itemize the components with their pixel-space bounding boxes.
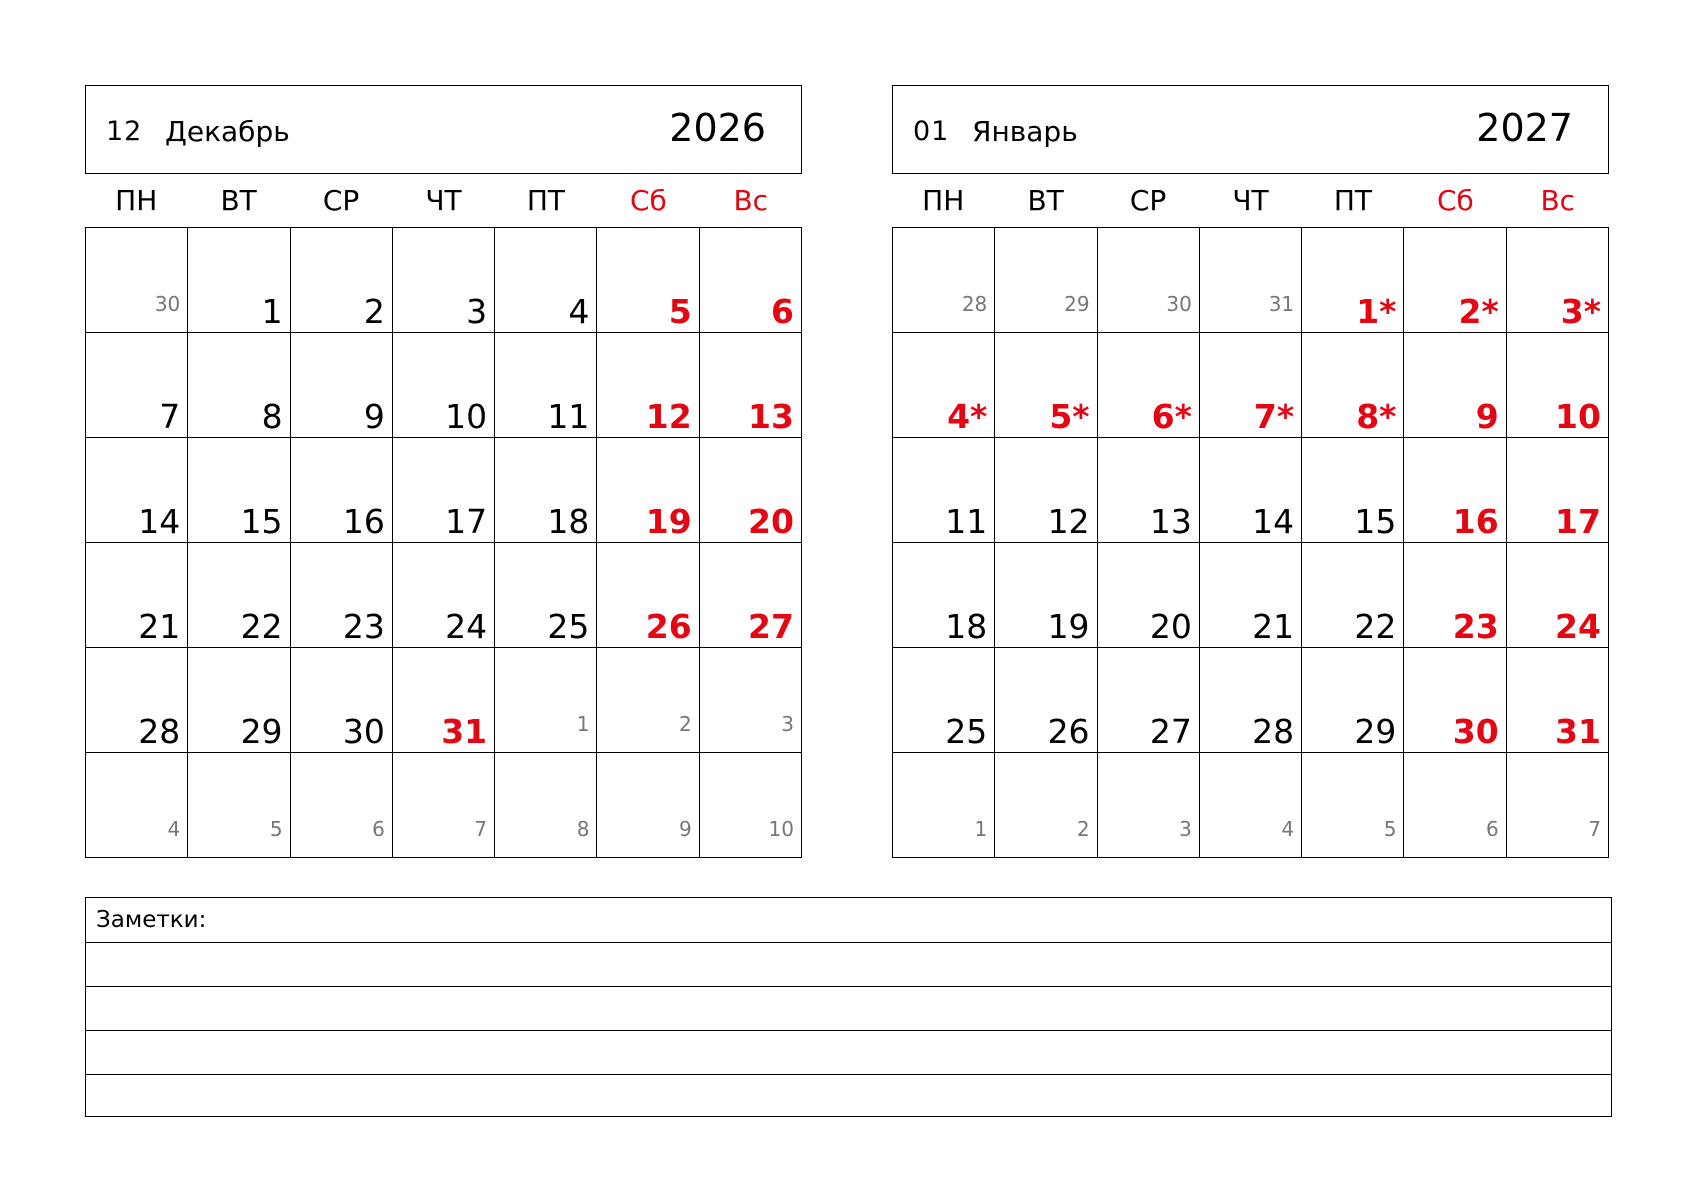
day-cell-adjacent-month[interactable] [1404,753,1506,858]
weekday-label: ПН [115,184,158,217]
day-number: 21 [138,607,181,646]
day-number: 22 [1354,607,1397,646]
day-cell[interactable] [1200,648,1302,753]
day-cell[interactable] [393,333,495,438]
day-cell[interactable] [1404,438,1506,543]
day-number: 26 [1047,712,1090,751]
day-grid [85,227,802,858]
day-number: 19 [645,502,692,541]
day-number: 27 [748,607,794,646]
weekday-label: ЧТ [425,184,462,217]
day-cell[interactable] [86,648,188,753]
day-cell[interactable] [495,228,597,333]
day-number: 15 [240,502,283,541]
day-number: 8 [576,817,590,841]
weekday-label: ПТ [526,184,565,217]
day-number: 11 [547,397,590,436]
day-number: 9 [678,817,692,841]
day-cell[interactable] [1404,648,1506,753]
day-cell-adjacent-month[interactable] [995,753,1097,858]
day-cell[interactable] [1404,333,1506,438]
day-number: 14 [1252,502,1295,541]
day-cell-adjacent-month[interactable] [1200,228,1302,333]
day-number: 24 [445,607,488,646]
day-number: 17 [1555,502,1601,541]
day-number: 24 [1555,607,1601,646]
day-cell-adjacent-month[interactable] [1098,753,1200,858]
day-number: 29 [1354,712,1397,751]
day-cell-adjacent-month[interactable] [893,228,995,333]
day-cell[interactable] [291,648,393,753]
weekday-label: ПТ [1333,184,1372,217]
day-cell[interactable] [1200,543,1302,648]
day-number: 31 [441,712,488,751]
day-cell[interactable] [700,438,802,543]
month-january [892,85,1609,858]
day-number: 3 [781,712,794,736]
day-number: 3 [466,292,488,331]
day-cell[interactable] [393,438,495,543]
weekday-label: ВТ [1027,184,1064,217]
day-number: 11 [945,502,988,541]
notes-line [86,1074,1611,1075]
day-cell-adjacent-month[interactable] [1098,228,1200,333]
day-cell[interactable] [393,543,495,648]
day-cell[interactable] [86,333,188,438]
day-number: 29 [240,712,283,751]
day-number: 10 [1555,397,1601,436]
notes-line [86,986,1611,987]
day-cell[interactable] [1507,648,1609,753]
day-number: 28 [961,292,988,316]
day-number: 1 [261,292,283,331]
day-number: 5 [1383,817,1397,841]
day-number: 23 [342,607,385,646]
weekday-header-row [85,174,802,227]
day-number: 27 [1149,712,1192,751]
day-number: 31 [1555,712,1601,751]
notes-title: Заметки: [96,907,207,933]
weekday-label: ЧТ [1232,184,1269,217]
day-cell[interactable] [995,543,1097,648]
day-number: 12 [1047,502,1090,541]
day-number: 3 [1179,817,1192,841]
weekday-label: Сб [1436,184,1474,217]
day-cell[interactable] [1507,228,1609,333]
day-number: 14 [138,502,181,541]
day-number: 6* [1151,397,1192,436]
day-number: 13 [748,397,794,436]
day-cell[interactable] [1507,543,1609,648]
day-cell[interactable] [495,543,597,648]
day-cell[interactable] [291,543,393,648]
day-cell[interactable] [291,228,393,333]
notes-box[interactable] [85,897,1612,1117]
day-number: 28 [138,712,181,751]
day-cell[interactable] [893,543,995,648]
day-number: 7 [1588,817,1601,841]
month-december [85,85,802,858]
weekday-label: ВТ [220,184,257,217]
day-cell[interactable] [1404,228,1506,333]
day-number: 6 [372,817,385,841]
day-cell-adjacent-month[interactable] [1200,753,1302,858]
day-number: 1 [974,817,988,841]
day-number: 2* [1458,292,1499,331]
day-cell-adjacent-month[interactable] [1507,753,1609,858]
day-cell[interactable] [188,228,290,333]
day-cell[interactable] [597,438,699,543]
day-cell[interactable] [995,648,1097,753]
month-year: 2027 [1476,106,1573,150]
day-cell[interactable] [893,333,995,438]
day-cell[interactable] [1200,438,1302,543]
day-number: 16 [342,502,385,541]
day-number: 21 [1252,607,1295,646]
weekday-header-row [892,174,1609,227]
day-cell[interactable] [700,228,802,333]
day-cell-adjacent-month[interactable] [893,753,995,858]
day-cell[interactable] [597,228,699,333]
day-cell-adjacent-month[interactable] [495,648,597,753]
day-cell[interactable] [597,333,699,438]
weekday-label: Вс [1540,184,1576,217]
weekday-label: СР [322,184,360,217]
day-number: 4 [568,292,590,331]
day-cell[interactable] [1404,543,1506,648]
day-cell[interactable] [995,333,1097,438]
month-header [85,85,802,174]
day-cell[interactable] [1302,543,1404,648]
day-number: 22 [240,607,283,646]
day-number: 6 [1485,817,1499,841]
day-number: 20 [748,502,794,541]
day-number: 7 [159,397,181,436]
day-number: 2 [1076,817,1090,841]
day-number: 9 [363,397,385,436]
day-cell[interactable] [393,228,495,333]
day-number: 5 [269,817,283,841]
day-number: 5 [668,292,692,331]
month-name: Январь [972,115,1078,148]
day-cell[interactable] [188,648,290,753]
day-number: 4* [947,397,988,436]
day-number: 30 [154,292,181,316]
day-cell-adjacent-month[interactable] [495,753,597,858]
day-cell[interactable] [700,333,802,438]
day-cell[interactable] [1098,333,1200,438]
day-number: 9 [1475,397,1499,436]
day-cell[interactable] [86,438,188,543]
day-number: 7 [474,817,488,841]
month-number: 01 [913,116,950,147]
day-cell[interactable] [495,438,597,543]
day-cell[interactable] [1302,228,1404,333]
day-number: 8* [1356,397,1397,436]
day-cell[interactable] [291,438,393,543]
day-number: 17 [445,502,488,541]
day-cell[interactable] [1507,333,1609,438]
day-number: 20 [1149,607,1192,646]
day-number: 12 [645,397,692,436]
day-cell-adjacent-month[interactable] [700,753,802,858]
month-header [892,85,1609,174]
day-cell[interactable] [495,333,597,438]
day-number: 13 [1149,502,1192,541]
day-cell[interactable] [1200,333,1302,438]
weekday-label: Вс [733,184,769,217]
day-cell-adjacent-month[interactable] [597,648,699,753]
day-cell-adjacent-month[interactable] [86,228,188,333]
day-number: 18 [945,607,988,646]
day-cell-adjacent-month[interactable] [393,753,495,858]
day-cell[interactable] [1098,438,1200,543]
day-cell[interactable] [1507,438,1609,543]
day-cell-adjacent-month[interactable] [700,648,802,753]
day-number: 25 [945,712,988,751]
day-cell[interactable] [1302,438,1404,543]
day-cell[interactable] [995,438,1097,543]
day-cell[interactable] [188,543,290,648]
day-number: 8 [261,397,283,436]
month-name: Декабрь [165,115,290,148]
day-cell[interactable] [1302,333,1404,438]
day-cell-adjacent-month[interactable] [188,753,290,858]
day-number: 5* [1049,397,1090,436]
day-number: 6 [771,292,794,331]
day-cell[interactable] [1098,543,1200,648]
day-number: 30 [1452,712,1499,751]
day-number: 2 [363,292,385,331]
day-cell[interactable] [188,438,290,543]
day-number: 1* [1356,292,1397,331]
day-number: 16 [1452,502,1499,541]
day-cell[interactable] [291,333,393,438]
day-number: 25 [547,607,590,646]
day-cell[interactable] [86,543,188,648]
day-cell-adjacent-month[interactable] [1302,753,1404,858]
day-number: 2 [678,712,692,736]
day-number: 4 [167,817,181,841]
day-number: 10 [768,817,794,841]
day-number: 29 [1064,292,1090,316]
day-cell[interactable] [1302,648,1404,753]
day-cell[interactable] [893,648,995,753]
day-cell[interactable] [188,333,290,438]
notes-line [86,942,1611,943]
day-number: 23 [1452,607,1499,646]
day-number: 30 [1166,292,1192,316]
day-cell-adjacent-month[interactable] [995,228,1097,333]
day-number: 31 [1268,292,1295,316]
day-cell[interactable] [700,543,802,648]
notes-line [86,1030,1611,1031]
weekday-label: СР [1129,184,1167,217]
day-number: 18 [547,502,590,541]
day-cell[interactable] [393,648,495,753]
day-grid [892,227,1609,858]
day-cell-adjacent-month[interactable] [86,753,188,858]
day-cell-adjacent-month[interactable] [291,753,393,858]
day-number: 26 [645,607,692,646]
day-number: 15 [1354,502,1397,541]
weekday-label: Сб [629,184,667,217]
day-number: 4 [1281,817,1295,841]
month-year: 2026 [669,106,766,150]
day-number: 1 [576,712,590,736]
day-cell[interactable] [1098,648,1200,753]
month-number: 12 [106,116,143,147]
day-number: 10 [445,397,488,436]
weekday-label: ПН [922,184,965,217]
day-cell[interactable] [893,438,995,543]
day-cell[interactable] [597,543,699,648]
day-number: 28 [1252,712,1295,751]
day-number: 30 [342,712,385,751]
day-number: 7* [1253,397,1295,436]
day-number: 19 [1047,607,1090,646]
day-cell-adjacent-month[interactable] [597,753,699,858]
day-number: 3* [1560,292,1601,331]
